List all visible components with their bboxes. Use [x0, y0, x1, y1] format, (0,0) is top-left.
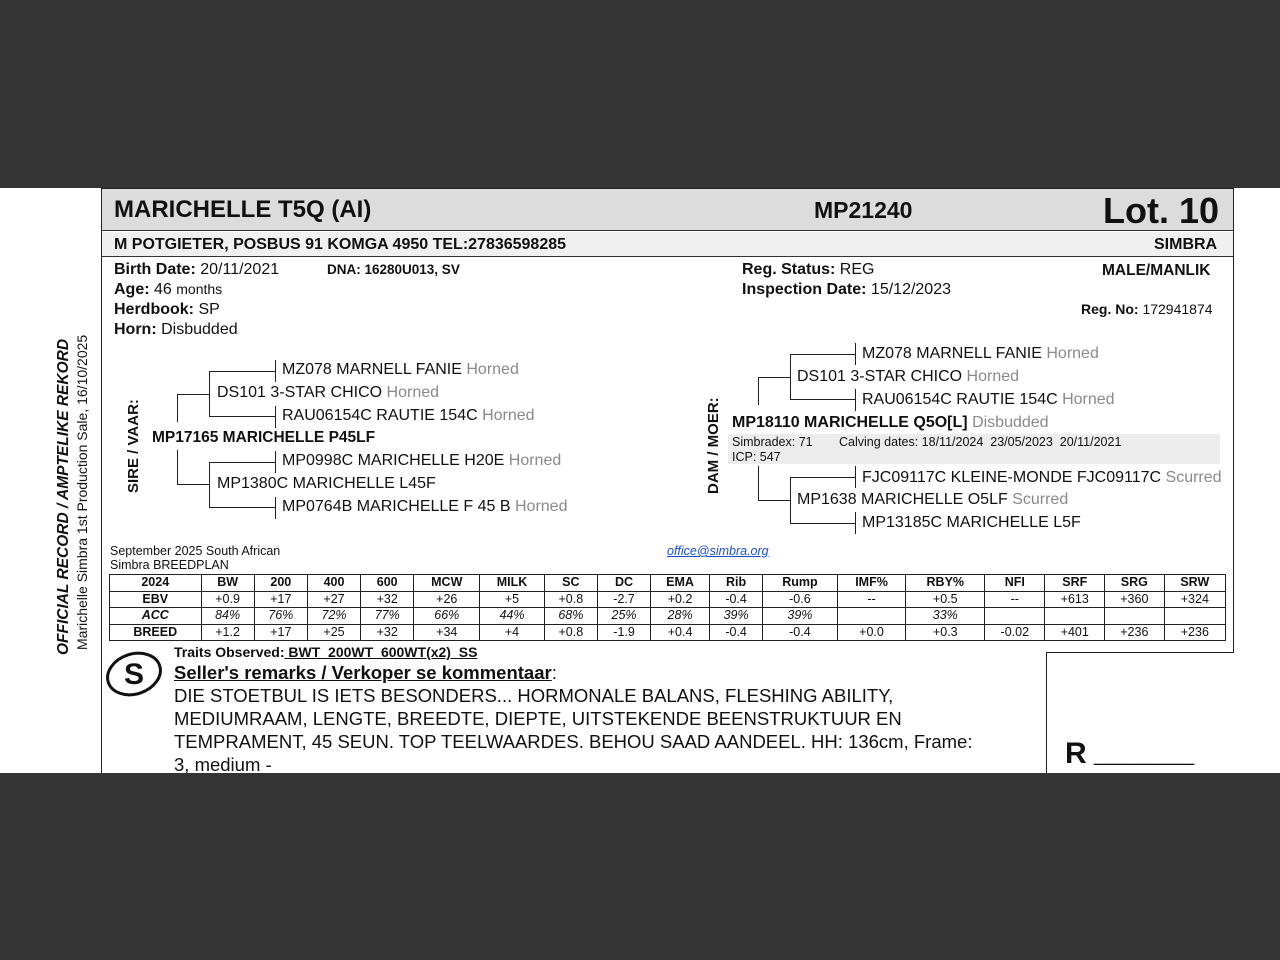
- ebv-cell: 44%: [480, 608, 545, 625]
- reg-no-value: 172941874: [1142, 301, 1213, 317]
- age: [114, 281, 222, 299]
- dss-name: MZ078 MARNELL FANIE: [862, 345, 1042, 362]
- result-letter: R: [1065, 737, 1087, 770]
- remarks-body: [174, 684, 972, 773]
- traits-value: BWT 200WT 600WT(x2) SS: [284, 644, 478, 660]
- ebv-cell: +236: [1164, 624, 1225, 641]
- dam-line-down-h: [758, 500, 790, 501]
- ebv-cell: 76%: [254, 608, 307, 625]
- ebv-cell: --: [837, 591, 906, 608]
- ebv-header-cell: BW: [201, 575, 254, 592]
- ebv-row-ebv: [110, 591, 1226, 608]
- sire-dam-dam: [282, 498, 567, 516]
- ebv-cell: +34: [414, 624, 480, 641]
- ds-horn: Horned: [966, 368, 1020, 385]
- sd-bracket-bot: [209, 507, 276, 508]
- sire-dam: MP1380C MARICHELLE L45F: [217, 475, 436, 492]
- remarks-title: [174, 662, 557, 684]
- birth-date-label: Birth Date:: [114, 261, 196, 278]
- horn-label: Horn:: [114, 321, 157, 338]
- ebv-row-label: BREED: [110, 624, 202, 641]
- dss-horn: Horned: [1046, 345, 1099, 362]
- dds-name: FJC09117C KLEINE-MONDE FJC09117C: [862, 469, 1162, 486]
- ds-bracket-bot: [790, 399, 856, 400]
- ebv-cell: 25%: [597, 608, 650, 625]
- sire-sire-name: DS101 3-STAR CHICO: [217, 384, 383, 401]
- sire-line-down: [177, 450, 178, 484]
- ebv-cell: +32: [361, 591, 414, 608]
- dam-dam: [797, 491, 1068, 509]
- birth-date: [114, 261, 279, 279]
- ebv-header-cell: 600: [361, 575, 414, 592]
- sdd-tick: [275, 497, 276, 519]
- ebv-header-cell: Rib: [709, 575, 762, 592]
- ebv-cell: +0.8: [544, 624, 597, 641]
- ebv-cell: -0.4: [709, 624, 762, 641]
- breeder-line: M POTGIETER, POSBUS 91 KOMGA 4950 TEL:27836598285: [114, 236, 567, 253]
- remarks-line-2: MEDIUMRAAM, LENGTE, BREEDTE, DIEPTE, UITSTEKENDE BEENSTRUKTUUR EN: [174, 708, 902, 729]
- dd-bracket-top: [790, 477, 856, 478]
- sire-line-up-h: [177, 394, 209, 395]
- ebv-header-cell: MCW: [414, 575, 480, 592]
- traits-observed: [174, 644, 477, 660]
- horn: [114, 321, 238, 339]
- ebv-cell: 28%: [651, 608, 710, 625]
- ebv-cell: +25: [307, 624, 360, 641]
- sex: MALE/MANLIK: [1102, 262, 1211, 279]
- ebv-cell: +17: [254, 624, 307, 641]
- dam-icp: ICP: 547: [732, 450, 781, 464]
- sire-label: SIRE / VAAR:: [125, 399, 142, 493]
- ss-bracket: [209, 371, 210, 416]
- dam-line-up-h: [758, 377, 790, 378]
- ebv-cell: +0.2: [651, 591, 710, 608]
- sire-sire-horn: Horned: [386, 384, 440, 401]
- sd-bracket-top: [209, 462, 276, 463]
- sire-name: MP17165 MARICHELLE P45LF: [152, 429, 376, 446]
- dsd-tick: [855, 389, 856, 411]
- ebv-cell: -0.4: [709, 591, 762, 608]
- ebv-header-row: [110, 575, 1226, 592]
- sss-tick: [275, 360, 276, 382]
- lot-record-sheet: [0, 188, 1280, 773]
- ebv-cell: -0.6: [763, 591, 837, 608]
- dam-line-up: [758, 377, 759, 405]
- ebv-row-label: ACC: [110, 608, 202, 625]
- sss-horn: Horned: [466, 361, 519, 378]
- sire-sire-dam: [282, 407, 535, 425]
- ebv-header-cell: RBY%: [906, 575, 985, 592]
- ebv-row-breed: [110, 624, 1226, 641]
- breed-name: SIMBRA: [1154, 236, 1218, 253]
- ebv-cell: +360: [1105, 591, 1165, 608]
- remarks-line-3: TEMPRAMENT, 45 SEUN. TOP TEELWAARDES. BEHOU SAAD AANDEEL. HH: 136cm, Frame:: [174, 731, 973, 752]
- birth-date-value: 20/11/2021: [200, 261, 280, 278]
- ebv-header-cell: DC: [597, 575, 650, 592]
- dd-bracket-bot: [790, 523, 856, 524]
- dd-name: MP1638 MARICHELLE O5LF: [797, 491, 1008, 508]
- ebv-header-cell: IMF%: [837, 575, 906, 592]
- sire-sire: [217, 384, 439, 402]
- ebv-header-cell: 400: [307, 575, 360, 592]
- traits-label: Traits Observed:: [174, 644, 285, 660]
- dam-horn: Disbudded: [972, 414, 1049, 431]
- ebv-header-cell: Rump: [763, 575, 837, 592]
- ebv-cell: +1.2: [201, 624, 254, 641]
- age-label: Age:: [114, 281, 150, 298]
- herdbook: [114, 301, 220, 319]
- dam-calving-dates: Calving dates: 18/11/2024 23/05/2023 20/11/2021: [839, 435, 1122, 449]
- ebv-header-cell: EMA: [651, 575, 710, 592]
- animal-reg-code: MP21240: [814, 197, 913, 223]
- herdbook-label: Herdbook:: [114, 301, 194, 318]
- horn-value: Disbudded: [161, 321, 238, 338]
- ebv-cell: [837, 608, 906, 625]
- ds-name: DS101 3-STAR CHICO: [797, 368, 963, 385]
- ebv-header-cell: SRF: [1045, 575, 1105, 592]
- ebv-cell: -0.4: [763, 624, 837, 641]
- dam-simbradex: Simbradex: 71: [732, 435, 813, 449]
- sd-bracket: [209, 462, 210, 507]
- dam-label: DAM / MOER:: [705, 397, 722, 494]
- remarks-line-4: 3, medium -: [174, 754, 272, 773]
- dsd-horn: Horned: [1062, 391, 1115, 408]
- ebv-cell: +0.0: [837, 624, 906, 641]
- age-value: 46: [154, 281, 172, 298]
- ebv-cell: +401: [1045, 624, 1105, 641]
- reg-status-value: REG: [839, 261, 875, 278]
- dds-horn: Scurred: [1165, 469, 1222, 486]
- ebv-cell: [1105, 608, 1165, 625]
- ebv-cell: +0.4: [651, 624, 710, 641]
- ebv-cell: 39%: [763, 608, 837, 625]
- ebv-header-cell: 200: [254, 575, 307, 592]
- dam-dam-dam: MP13185C MARICHELLE L5F: [862, 514, 1081, 531]
- sire-line-up: [177, 394, 178, 422]
- ebv-header-cell: SRW: [1164, 575, 1225, 592]
- ebv-header-cell: SRG: [1105, 575, 1165, 592]
- sire-line-down-h: [177, 484, 209, 485]
- ebv-cell: +0.3: [906, 624, 985, 641]
- reg-no: [1081, 301, 1213, 317]
- ebv-cell: [1164, 608, 1225, 625]
- ebv-header-cell: NFI: [985, 575, 1045, 592]
- sds-name: MP0998C MARICHELLE H20E: [282, 452, 505, 469]
- dss-tick: [855, 343, 856, 365]
- ssd-horn: Horned: [482, 407, 535, 424]
- dam-sire-dam: [862, 391, 1115, 409]
- dna-info: DNA: 16280U013, SV: [327, 262, 460, 277]
- breedplan-line2: Simbra BREEDPLAN: [110, 558, 229, 572]
- ds-bracket: [790, 354, 791, 399]
- dsd-name: RAU06154C RAUTIE 154C: [862, 391, 1058, 408]
- breedplan-line1: September 2025 South African: [110, 544, 281, 558]
- ebv-cell: 33%: [906, 608, 985, 625]
- dam-name: MP18110 MARICHELLE Q5O[L]: [732, 414, 968, 431]
- reg-no-label: Reg. No:: [1081, 301, 1139, 317]
- ebv-cell: +324: [1164, 591, 1225, 608]
- official-record-label: OFFICIAL RECORD / AMPTELIKE REKORD: [55, 338, 72, 655]
- result-blank[interactable]: _________: [1094, 744, 1195, 766]
- dd-horn: Scurred: [1012, 491, 1069, 508]
- ebv-cell: +17: [254, 591, 307, 608]
- ebv-cell: +0.5: [906, 591, 985, 608]
- ebv-cell: +236: [1105, 624, 1165, 641]
- lot-number: Lot. 10: [1103, 190, 1220, 231]
- animal-name: MARICHELLE T5Q (AI): [114, 196, 372, 223]
- ebv-cell: 77%: [361, 608, 414, 625]
- simbra-s-logo-icon: [103, 648, 165, 700]
- sds-tick: [275, 451, 276, 473]
- ebv-cell: 68%: [544, 608, 597, 625]
- age-unit: months: [176, 281, 223, 297]
- ebv-cell: [985, 608, 1045, 625]
- remarks-title-text: Seller's remarks / Verkoper se kommentaar: [174, 662, 552, 683]
- dam-sire-sire: [862, 345, 1099, 363]
- sdd-horn: Horned: [515, 498, 568, 515]
- sss-name: MZ078 MARNELL FANIE: [282, 361, 462, 378]
- ebv-cell: 84%: [201, 608, 254, 625]
- ebv-header-cell: MILK: [480, 575, 545, 592]
- dds-tick: [855, 466, 856, 488]
- ebv-row-label: EBV: [110, 591, 202, 608]
- dam-dam-sire: [862, 469, 1222, 487]
- ss-bracket-top: [209, 371, 276, 372]
- dam-line-down: [758, 466, 759, 500]
- ebv-cell: +5: [480, 591, 545, 608]
- ssd-name: RAU06154C RAUTIE 154C: [282, 407, 478, 424]
- ddd-tick: [855, 512, 856, 534]
- herdbook-value: SP: [198, 301, 220, 318]
- inspection-date: [742, 281, 951, 299]
- remarks-line-1: DIE STOETBUL IS IETS BESONDERS... HORMONALE BALANS, FLESHING ABILITY,: [174, 685, 894, 706]
- ebv-cell: [1045, 608, 1105, 625]
- ebv-cell: --: [985, 591, 1045, 608]
- ebv-table: [109, 574, 1226, 641]
- ebv-cell: +32: [361, 624, 414, 641]
- sire-sire-sire: [282, 361, 519, 379]
- svg-text:S: S: [123, 658, 145, 691]
- ebv-cell: -0.02: [985, 624, 1045, 641]
- sale-label: Marichelle Simbra 1st Production Sale, 16/10/2025: [74, 334, 90, 650]
- ebv-cell: -1.9: [597, 624, 650, 641]
- email-link[interactable]: office@simbra.org: [667, 544, 769, 558]
- sire-dam-sire: [282, 452, 561, 470]
- ebv-cell: 39%: [709, 608, 762, 625]
- reg-status-label: Reg. Status:: [742, 261, 836, 278]
- remarks-colon: :: [551, 662, 557, 683]
- ebv-cell: +0.8: [544, 591, 597, 608]
- ss-bracket-bot: [209, 416, 276, 417]
- ebv-row-acc: [110, 608, 1226, 625]
- ebv-header-cell: SC: [544, 575, 597, 592]
- ssd-tick: [275, 406, 276, 428]
- inspection-label: Inspection Date:: [742, 281, 867, 298]
- ebv-cell: 66%: [414, 608, 480, 625]
- ebv-header-cell: 2024: [110, 575, 202, 592]
- reg-status: [742, 261, 874, 279]
- ebv-cell: +4: [480, 624, 545, 641]
- ds-bracket-top: [790, 354, 856, 355]
- sdd-name: MP0764B MARICHELLE F 45 B: [282, 498, 511, 515]
- ebv-cell: +0.9: [201, 591, 254, 608]
- ebv-cell: 72%: [307, 608, 360, 625]
- ebv-cell: +613: [1045, 591, 1105, 608]
- dam-sire: [797, 368, 1019, 386]
- inspection-value: 15/12/2023: [870, 281, 951, 298]
- sds-horn: Horned: [508, 452, 562, 469]
- dd-bracket: [790, 477, 791, 523]
- ebv-cell: -2.7: [597, 591, 650, 608]
- ebv-cell: +26: [414, 591, 480, 608]
- ebv-cell: +27: [307, 591, 360, 608]
- dam-name-row: [732, 414, 1049, 432]
